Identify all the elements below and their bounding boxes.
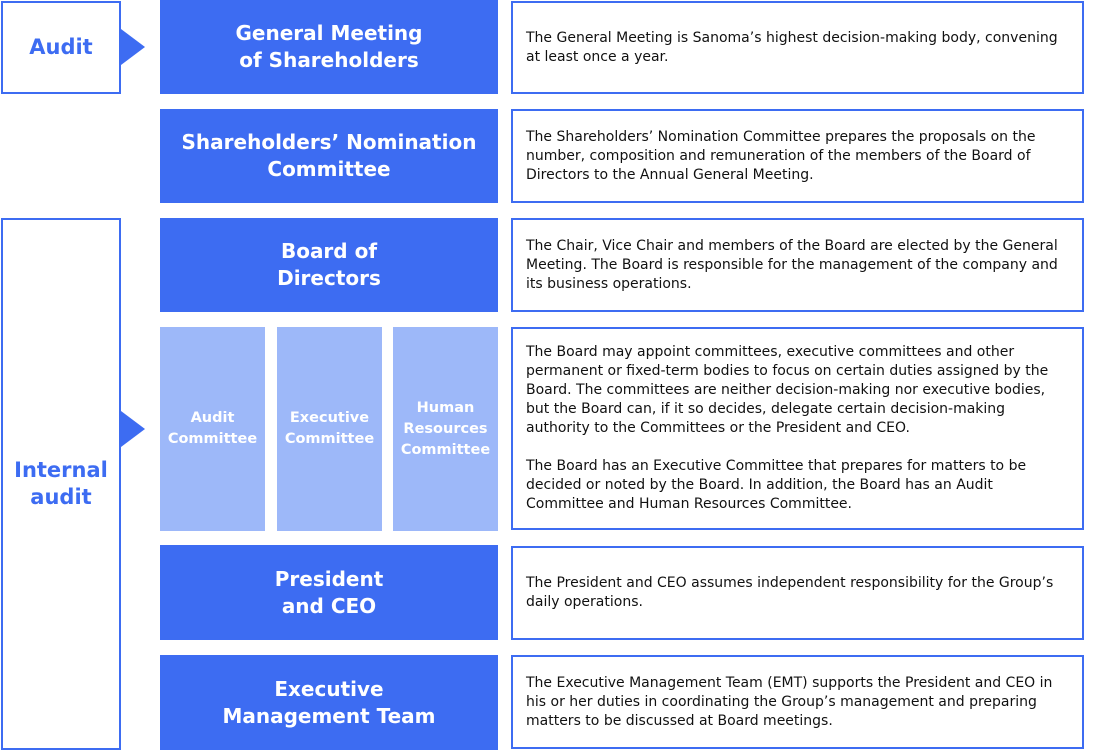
internal-audit-label-box bbox=[1, 218, 121, 750]
president-description-box bbox=[511, 546, 1084, 640]
board-of-directors-title: Board of Directors bbox=[277, 239, 381, 290]
general-meeting-description-box bbox=[511, 1, 1084, 94]
hr-committee-box bbox=[393, 327, 498, 531]
audit-label: Audit bbox=[29, 35, 93, 59]
audit-committee-title: Audit Committee bbox=[167, 410, 258, 447]
audit-committee-box bbox=[160, 327, 265, 531]
general-meeting-box bbox=[160, 0, 498, 94]
board-description-box bbox=[511, 218, 1084, 312]
audit-arrow-icon bbox=[121, 29, 145, 65]
nomination-committee-title: Shareholders’ Nomination Committee bbox=[181, 130, 477, 181]
board-description: The Chair, Vice Chair and members of the Board are elected by the General Meeting. The Board is responsible for the management of the company and its business operations. bbox=[526, 237, 1058, 292]
executive-committee-title: Executive Committee bbox=[284, 410, 375, 447]
emt-box bbox=[160, 655, 498, 750]
board-of-directors-box bbox=[160, 218, 498, 312]
hr-committee-title: Human Resources Committee bbox=[400, 399, 491, 458]
internal-audit-arrow-icon bbox=[121, 411, 145, 447]
committees-description-p1: The Board may appoint committees, executive committees and other permanent or fixed-term bodies to focus on certain duties assigned by the Board. The committees are neither decision-making nor executive bodies, but the Board can, if it so decides, delegate certain decision-making authority to the Committees or the President and CEO. bbox=[526, 344, 1049, 436]
emt-description: The Executive Management Team (EMT) supports the President and CEO in his or her duties in coordinating the Group’s management and preparing matters to be discussed at Board meetings. bbox=[526, 674, 1053, 729]
nomination-committee-box bbox=[160, 109, 498, 203]
internal-audit-label: Internal audit bbox=[14, 458, 108, 509]
audit-label-box bbox=[1, 1, 121, 94]
nomination-committee-description-box bbox=[511, 109, 1084, 203]
president-ceo-title: President and CEO bbox=[274, 566, 384, 618]
nomination-committee-description: The Shareholders’ Nomination Committee prepares the proposals on the number, composition and remuneration of the members of the Board of Directors to the Annual General Meeting. bbox=[526, 128, 1036, 183]
president-description: The President and CEO assumes independent responsibility for the Group’s daily operations. bbox=[526, 575, 1054, 610]
executive-committee-box bbox=[277, 327, 382, 531]
general-meeting-title: General Meeting of Shareholders bbox=[235, 21, 423, 72]
emt-description-box bbox=[511, 655, 1084, 749]
president-ceo-box bbox=[160, 545, 498, 640]
committees-description-p2: The Board has an Executive Committee that prepares for matters to be decided or noted by the Board. In addition, the Board has an Audit Committee and Human Resources Committee. bbox=[526, 458, 1027, 512]
emt-title: Executive Management Team bbox=[222, 676, 436, 728]
general-meeting-description: The General Meeting is Sanoma’s highest decision-making body, convening at least once a year. bbox=[526, 29, 1058, 65]
committees-description-box bbox=[511, 327, 1084, 530]
